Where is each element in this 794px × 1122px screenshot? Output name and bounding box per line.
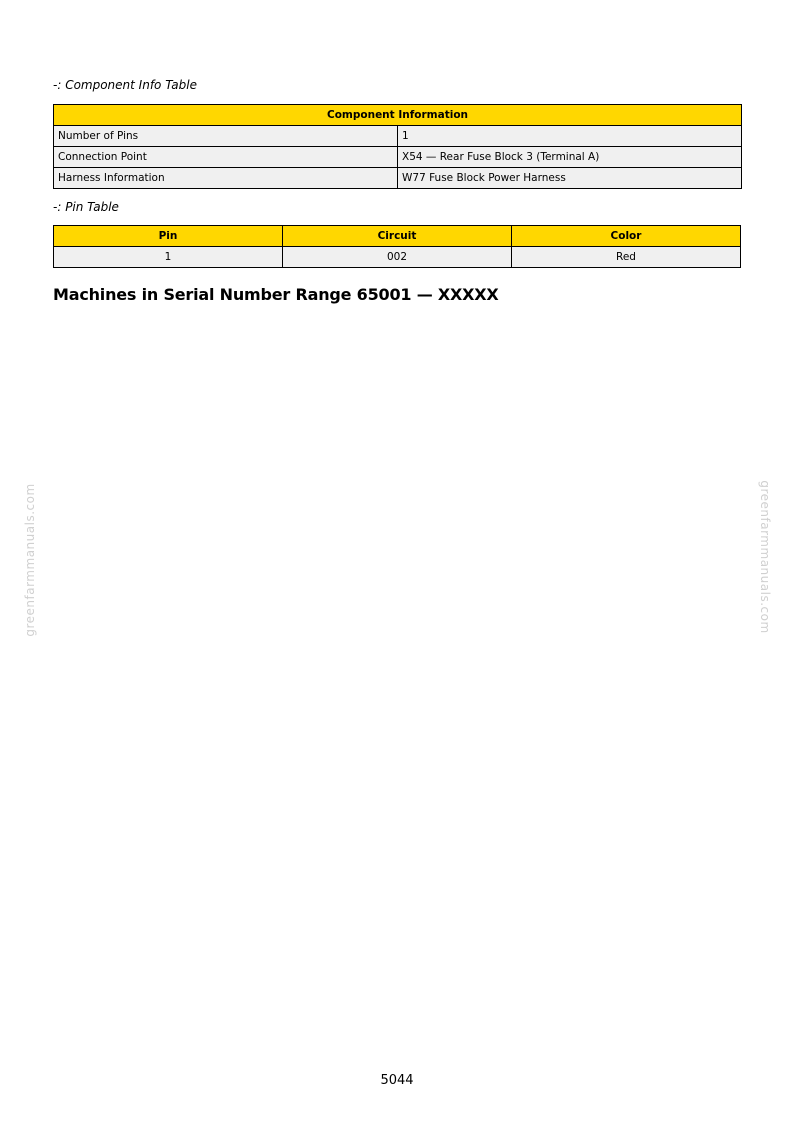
watermark-left: greenfarmmanuals.com [23,483,37,637]
row-label-number-of-pins: Number of Pins [54,126,398,147]
cell-circuit: 002 [283,247,512,268]
page-number: 5044 [380,1073,414,1088]
table-row [54,168,742,189]
row-value-number-of-pins: 1 [398,126,742,147]
watermark-right: greenfarmmanuals.com [758,480,772,634]
row-value-harness-information: W77 Fuse Block Power Harness [398,168,742,189]
component-info-header: Component Information [54,105,742,126]
column-header-color: Color [512,226,741,247]
component-info-caption: -: Component Info Table [53,78,197,92]
table-header-row [54,226,741,247]
row-label-harness-information: Harness Information [54,168,398,189]
pin-table-caption: -: Pin Table [53,200,119,214]
pin-table [53,225,741,268]
column-header-pin: Pin [54,226,283,247]
cell-pin: 1 [54,247,283,268]
table-row [54,147,742,168]
table-header-row [54,105,742,126]
component-info-table [53,104,742,189]
cell-color: Red [512,247,741,268]
column-header-circuit: Circuit [283,226,512,247]
table-row [54,247,741,268]
row-value-connection-point: X54 — Rear Fuse Block 3 (Terminal A) [398,147,742,168]
row-label-connection-point: Connection Point [54,147,398,168]
table-row [54,126,742,147]
section-heading: Machines in Serial Number Range 65001 — XXXXX [53,285,499,304]
